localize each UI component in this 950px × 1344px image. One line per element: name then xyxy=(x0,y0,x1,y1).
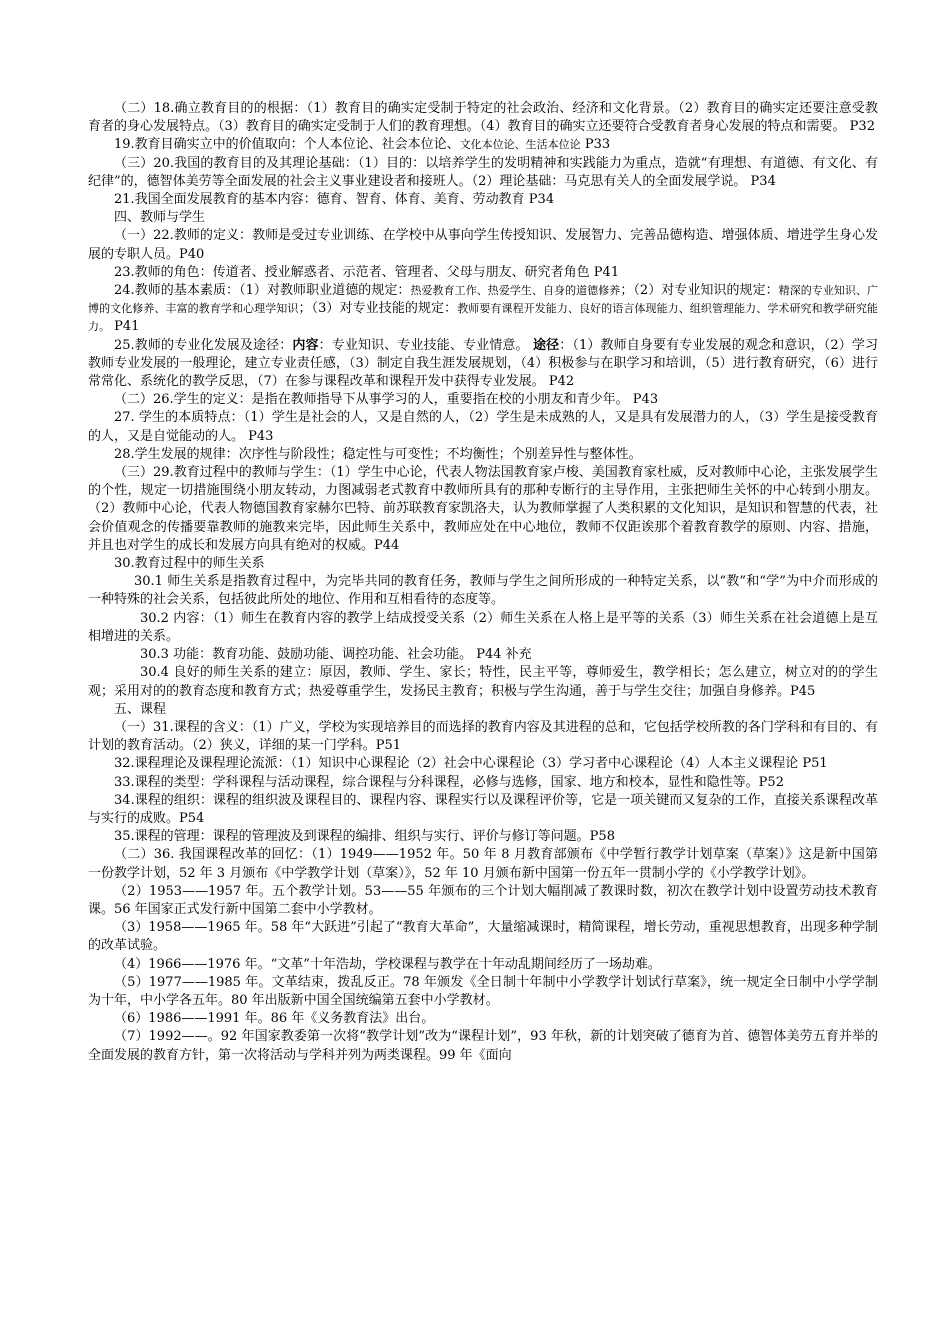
text-run: （7）1992——。92 年国家教委第一次将“教学计划”改为“课程计划”，93 年秋，新的计划突破了德育为首、德智体美劳五育并举的全面发展的教育方针，第一次将活动与学科并列为两类课程。99 年《面向 xyxy=(88,1029,878,1063)
text-run: （3）1958——1965 年。58 年“大跃进”引起了“教育大革命”，大量缩减课时，精简课程，增长劳动，重视思想教育，出现多种学制的改革试验。 xyxy=(88,920,878,954)
text-run: 24.教师的基本素质：（1）对教师职业道德的规定： xyxy=(114,283,411,299)
text-run: P33 xyxy=(580,137,611,153)
text-run: （三）29.教育过程中的教师与学生：（1）学生中心论，代表人物法国教育家卢梭、美国教育家杜威，反对教师中心论，主张发展学生的个性，规定一切措施围绕小朋友转动，力图减弱老式教育中教师所具有的那种专断行的主导作用，主张把师生关怀的中心转到小朋友。 （2）教师中心论，代表人物德国教育家赫尔巴特、前苏联教育家凯洛夫，认为教师掌握了人类积累的文化知识，是知识和智慧的代表，社会价值观念的传播要靠教师的施教来完毕，因此师生关系中，教师应处在中心地位，教师不仅距诶那个着教育教学的原则、内容、措施，并且也对学生的成长和发展方向具有绝对的权威。P44 xyxy=(88,465,878,553)
text-run: ；（2）对专业知识的规定： xyxy=(620,283,779,299)
paragraph xyxy=(88,792,878,828)
document-page xyxy=(88,100,878,1065)
text-run: （一）22.教师的定义：教师是受过专业训练、在学校中从事向学生传授知识、发展智力、完善品德构造、增强体质、增进学生身心发展的专职人员。P40 xyxy=(88,228,878,262)
paragraph xyxy=(88,282,878,337)
paragraph xyxy=(88,209,878,227)
paragraph xyxy=(88,1010,878,1028)
paragraph xyxy=(88,155,878,191)
text-run: 教师要有课程开发能力、良好的语言体现能力、组织管理能力、学术研究和教学研究能力。 xyxy=(88,302,878,334)
text-run: 30.2 内容：（1）师生在教育内容的教学上结成授受关系（2）师生关系在人格上是平等的关系（3）师生关系在社会道德上是互相增进的关系。 xyxy=(88,610,878,644)
text-run: 23.教师的角色：传道者、授业解惑者、示范者、管理者、父母与朋友、研究者角色 P41 xyxy=(114,264,620,280)
text-run: 30.教育过程中的师生关系 xyxy=(114,556,265,572)
paragraph xyxy=(88,646,878,664)
text-run: （2）1953——1957 年。五个教学计划。53——55 年颁布的三个计划大幅削减了教课时数，初次在教学计划中设置劳动技术教育课。56 年国家正式发行新中国第二套中小学教材。 xyxy=(88,883,878,917)
text-run: （三）20.我国的教育目的及其理论基础：（1）目的：以培养学生的发明精神和实践能力为重点，造就“有理想、有道德、有文化、有纪律”的，德智体美劳等全面发展的社会主义事业建设者和接班人。（2）理论基础：马克思有关人的全面发展学说。 P34 xyxy=(88,155,878,189)
paragraph xyxy=(88,919,878,955)
paragraph xyxy=(88,701,878,719)
paragraph xyxy=(88,846,878,882)
paragraph xyxy=(88,883,878,919)
paragraph xyxy=(88,191,878,209)
text-run: （二）18.确立教育目的的根据：（1）教育目的确实定受制于特定的社会政治、经济和文化背景。（2）教育目的确实定还要注意受教育者的身心发展特点。（3）教育目的确实定受制于人们的教育理想。（4）教育目的确实立还要符合受教育者身心发展的特点和需要。 P32 xyxy=(88,101,878,135)
paragraph xyxy=(88,264,878,282)
paragraph xyxy=(88,464,878,555)
text-run: 四、教师与学生 xyxy=(114,210,206,226)
text-run: （6）1986——1991 年。86 年《义务教育法》出台。 xyxy=(114,1011,435,1027)
paragraph xyxy=(88,227,878,263)
text-run: 32.课程理论及课程理论流派：（1）知识中心课程论（2）社会中心课程论（3）学习者中心课程论（4）人本主义课程论 P51 xyxy=(114,756,828,772)
paragraph xyxy=(88,719,878,755)
paragraph xyxy=(88,446,878,464)
text-run: 途径 xyxy=(532,337,560,353)
paragraph xyxy=(88,956,878,974)
text-run: 30.4 良好的师生关系的建立：原因，教师、学生、家长；特性，民主平等，尊师爱生，教学相长；怎么建立，树立对的的学生观；采用对的的教育态度和教育方式；热爱尊重学生，发扬民主教育；积极与学生沟通，善于与学生交往；加强自身修养。P45 xyxy=(88,665,878,699)
text-run: 30.1 师生关系是指教育过程中，为完毕共同的教育任务，教师与学生之间所形成的一种特定关系，以“教”和“学”为中介而形成的一种特殊的社会关系，包括彼此所处的地位、作用和互相看待的态度等。 xyxy=(88,574,878,608)
text-run: P41 xyxy=(110,319,140,335)
text-run: 28.学生发展的规律：次序性与阶段性；稳定性与可变性；不均衡性；个别差异性与整体性。 xyxy=(114,446,642,462)
paragraph xyxy=(88,1028,878,1064)
text-run: 热爱教育工作、热爱学生、自身的道德修养 xyxy=(410,284,621,298)
paragraph xyxy=(88,755,878,773)
text-run: 34.课程的组织：课程的组织波及课程目的、课程内容、课程实行以及课程评价等，它是一项关键而又复杂的工作，直接关系课程改革与实行的成败。P54 xyxy=(88,792,878,826)
paragraph xyxy=(88,136,878,154)
text-run: 19.教育目确实立中的价值取向：个人本位论、社会本位论、 xyxy=(114,137,460,153)
paragraph xyxy=(88,573,878,609)
text-run: ：（1）教师自身要有专业发展的观念和意识，（2）学习教师专业发展的一般理论，建立专业责任感，（3）制定自我生涯发展规划，（4）积极参与在职学习和培训，（5）进行教育研究，（6）进行常常化、系统化的教学反思，（7）在参与课程改革和课程开发中获得专业发展。 P42 xyxy=(88,337,878,390)
paragraph xyxy=(88,409,878,445)
text-run: （4）1966——1976 年。“文革”十年浩劫，学校课程与教学在十年动乱期间经历了一场劫难。 xyxy=(114,956,661,972)
paragraph xyxy=(88,100,878,136)
text-run: 27. 学生的本质特点：（1）学生是社会的人，又是自然的人，（2）学生是未成熟的人，又是具有发展潜力的人，（3）学生是接受教育的人，又是自觉能动的人。 P43 xyxy=(88,410,878,444)
text-run: 内容 xyxy=(292,337,319,353)
text-run: 文化本位论、生活本位论 xyxy=(459,138,581,152)
text-run: 五、课程 xyxy=(114,701,167,717)
paragraph xyxy=(88,664,878,700)
text-run: 精深的专业知识、广博的文化修养、丰富的教育学和心理学知识 xyxy=(88,284,879,316)
paragraph xyxy=(88,337,878,392)
paragraph xyxy=(88,974,878,1010)
text-run: （二）36. 我国课程改革的回忆：（1）1949——1952 年。50 年 8 月教育部颁布《中学暂行教学计划草案（草案）》这是新中国第一份教学计划，52 年 3 月颁布《中学教学计划（草案）》，52 年 10 月颁布新中国第一份五年一贯制小学的《小学教学计划》。 xyxy=(88,847,878,881)
paragraph xyxy=(88,610,878,646)
text-run: ：专业知识、专业技能、专业情意。 xyxy=(318,337,533,353)
paragraph xyxy=(88,555,878,573)
paragraph xyxy=(88,391,878,409)
paragraph xyxy=(88,774,878,792)
text-run: （一）31.课程的含义：（1）广义，学校为实现培养目的而选择的教育内容及其进程的总和，它包括学校所教的各门学科和有目的、有计划的教育活动。（2）狭义，详细的某一门学科。P51 xyxy=(88,719,878,754)
text-run: 21.我国全面发展教育的基本内容：德育、智育、体育、美育、劳动教育 P34 xyxy=(114,192,555,208)
text-run: 30.3 功能：教育功能、鼓励功能、调控功能、社会功能。 P44 补充 xyxy=(140,647,532,663)
text-run: （二）26.学生的定义：是指在教师指导下从事学习的人，重要指在校的小朋友和青少年。 P43 xyxy=(114,392,659,408)
text-run: （5）1977——1985 年。文革结束，拨乱反正。78 年颁发《全日制十年制中小学教学计划试行草案》，统一规定全日制中小学学制为十年，中小学各五年。80 年出版新中国全国统编第五套中小学教材。 xyxy=(88,974,878,1008)
text-run: 25.教师的专业化发展及途径： xyxy=(114,337,293,353)
text-run: 35.课程的管理：课程的管理波及到课程的编排、组织与实行、评价与修订等问题。P58 xyxy=(114,829,615,845)
text-run: 33.课程的类型：学科课程与活动课程，综合课程与分科课程，必修与选修，国家、地方和校本，显性和隐性等。P52 xyxy=(114,774,784,790)
paragraph xyxy=(88,828,878,846)
text-run: ；（3）对专业技能的规定： xyxy=(298,301,458,317)
